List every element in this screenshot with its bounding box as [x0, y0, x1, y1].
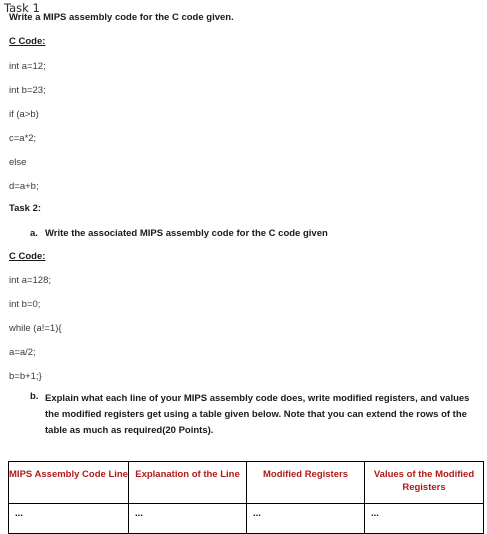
task1-code-label: C Code: [9, 36, 46, 47]
registers-table [8, 461, 484, 534]
table-header-cell: Modified Registers [247, 462, 365, 504]
task1-code-line: int a=12; [9, 61, 46, 72]
task1-code-line: c=a*2; [9, 133, 37, 144]
table-cell: ... [365, 504, 484, 534]
table-header-cell: Values of the Modified Registers [365, 462, 484, 504]
task2-item-b-text: Explain what each line of your MIPS assembly code does, write modified registers, and values the modified registers get using a table given below. Note that you can extend the rows of the table as much as required(20 Points). [45, 393, 470, 436]
task2-code-line: b=b+1;} [9, 371, 42, 382]
table-cell: ... [9, 504, 129, 534]
table-header-cell: MIPS Assembly Code Line [9, 462, 129, 504]
table-cell: ... [247, 504, 365, 534]
task2-item-a-text: Write the associated MIPS assembly code for the C code given [45, 228, 328, 239]
task1-code-line: int b=23; [9, 85, 46, 96]
table-row [9, 504, 484, 534]
task1-code-line: if (a>b) [9, 109, 39, 120]
task1-code-line: else [9, 157, 27, 168]
table-header-cell: Explanation of the Line [129, 462, 247, 504]
task2-code-line: a=a/2; [9, 347, 36, 358]
task2-code-label: C Code: [9, 251, 46, 262]
table-header-row [9, 462, 484, 504]
task1-code-line: d=a+b; [9, 181, 39, 192]
task2-code-line: int a=128; [9, 275, 51, 286]
task2-item-b-marker: b. [30, 391, 39, 402]
table-cell: ... [129, 504, 247, 534]
task2-item-a-marker: a. [30, 228, 38, 239]
task1-heading: Task 1 [4, 1, 40, 15]
task1-instruction: Write a MIPS assembly code for the C code given. [9, 12, 234, 23]
task2-heading: Task 2: [9, 203, 42, 214]
task2-code-line: while (a!=1){ [9, 323, 62, 334]
task2-code-line: int b=0; [9, 299, 41, 310]
